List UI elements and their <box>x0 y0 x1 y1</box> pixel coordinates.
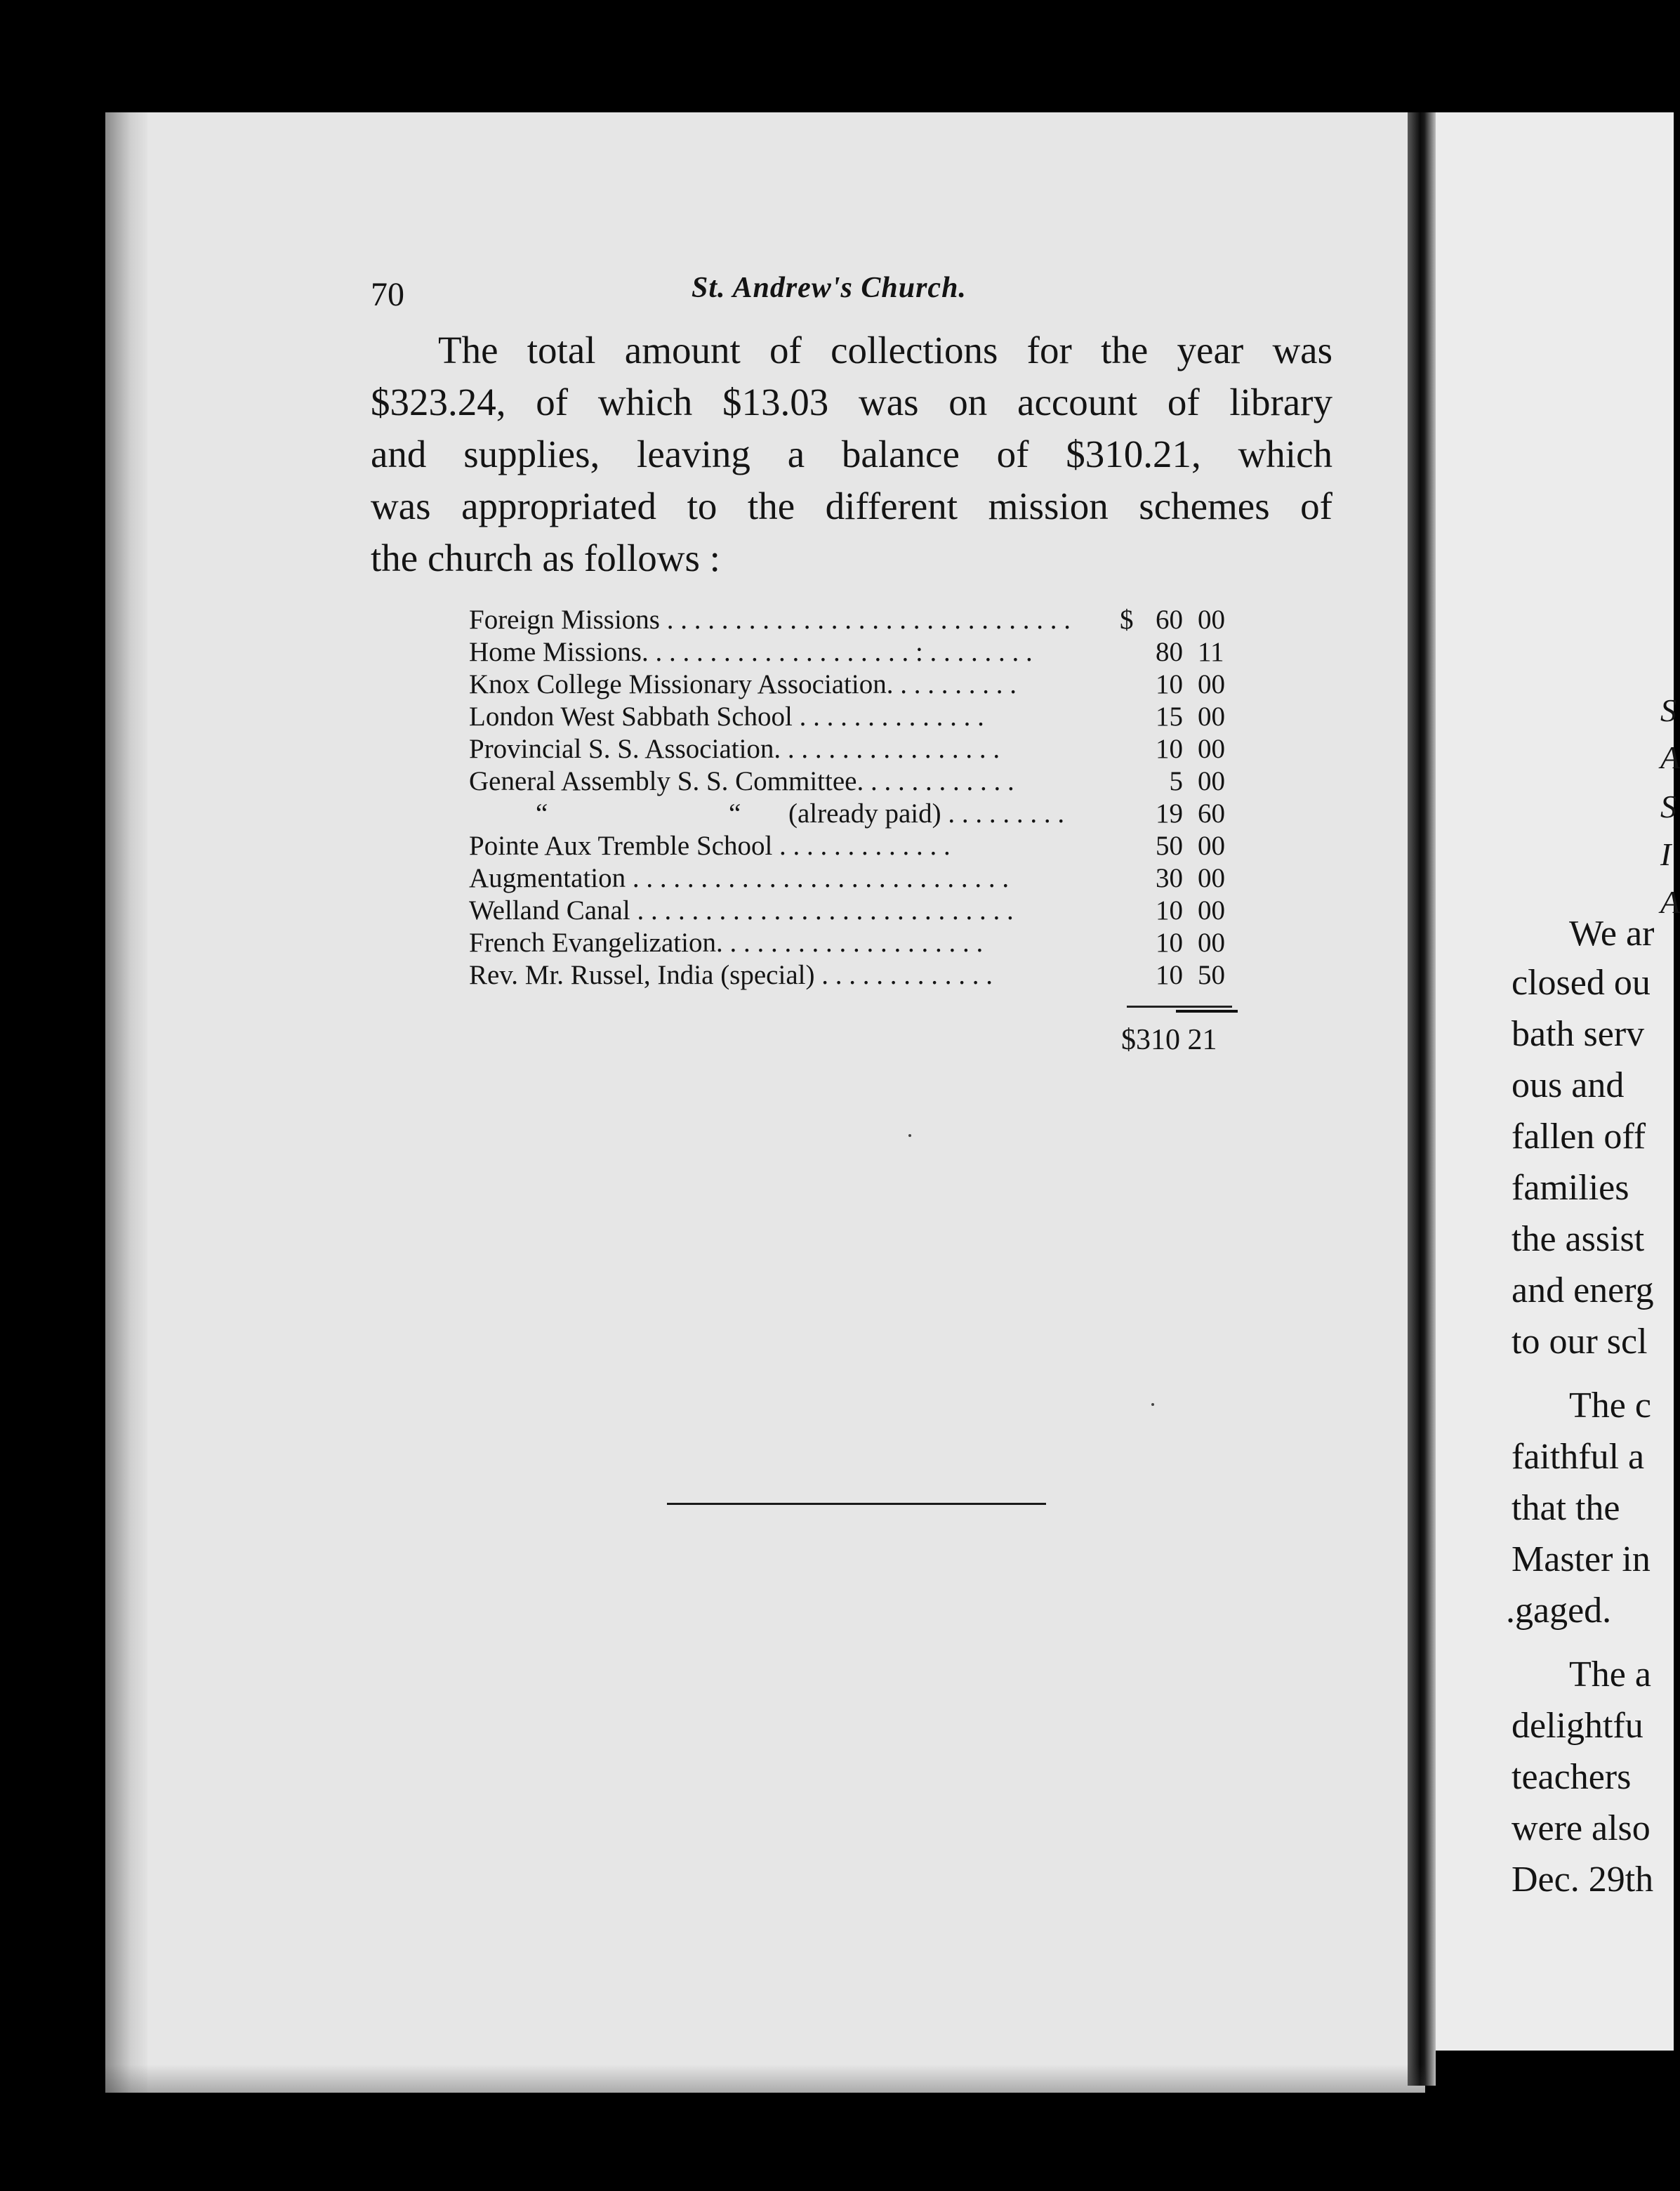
right-text-line: ous and <box>1512 1065 1625 1105</box>
ledger-dollars: 10 <box>1156 960 1183 990</box>
page-bottom-shadow <box>105 2065 1425 2093</box>
ledger-row <box>469 959 1241 992</box>
paragraph-line: and supplies, leaving a balance of $310.21, which <box>371 433 1332 475</box>
right-text-line: Dec. 29th <box>1512 1860 1654 1900</box>
ledger-total: $310 21 <box>1121 1024 1217 1056</box>
right-text-line: The a <box>1569 1654 1651 1695</box>
page-number: 70 <box>371 276 404 313</box>
right-text-line: closed ou <box>1512 963 1651 1003</box>
ledger-cents: 50 <box>1198 960 1225 990</box>
ledger-label: French Evangelization. . . . . . . . . . . . . . . . . . . . <box>469 928 984 958</box>
ledger-label: Welland Canal . . . . . . . . . . . . . . . . . . . . . . . . . . . . <box>469 895 1014 926</box>
ledger-cents: 00 <box>1198 928 1225 958</box>
right-text-line: fallen off <box>1512 1117 1646 1157</box>
ledger-cents: 11 <box>1198 637 1224 667</box>
right-text-line: The c <box>1569 1386 1651 1426</box>
right-text-line: We ar <box>1569 914 1655 954</box>
right-text-line: families <box>1512 1168 1629 1208</box>
ledger-row <box>469 701 1241 733</box>
section-divider <box>667 1503 1046 1505</box>
ledger-row <box>469 604 1241 636</box>
paragraph-line: the church as follows : <box>371 537 720 579</box>
running-head: St. Andrew's Church. <box>692 272 967 304</box>
ledger-dollars: 10 <box>1156 928 1183 958</box>
right-text-line: were also <box>1512 1808 1651 1848</box>
right-text-line: faithful a <box>1512 1437 1645 1477</box>
right-text-line: the assist <box>1512 1219 1645 1259</box>
ledger-label: London West Sabbath School . . . . . . . . . . . . . . <box>469 702 984 732</box>
collections-paragraph <box>371 324 1332 584</box>
ledger-dollars: 10 <box>1156 669 1183 699</box>
print-speck <box>1151 1403 1154 1406</box>
ledger-row <box>469 636 1241 669</box>
ledger-cents: 00 <box>1198 669 1225 699</box>
ledger-cents: 00 <box>1198 605 1225 635</box>
ditto-mark: “ <box>536 798 548 829</box>
ledger-cents: 00 <box>1198 702 1225 732</box>
ledger-cents: 60 <box>1198 798 1225 829</box>
right-text-line: delightfu <box>1512 1706 1643 1746</box>
ledger-dollars: 80 <box>1156 637 1183 667</box>
right-italic-fragment: S <box>1660 692 1676 728</box>
ledger-row <box>469 862 1241 895</box>
ledger-cents: 00 <box>1198 831 1225 861</box>
right-text-line: and energ <box>1512 1270 1654 1310</box>
ledger-dollars: 5 <box>1169 766 1183 796</box>
ledger-dollars: 60 <box>1156 605 1183 635</box>
ledger-label: Foreign Missions . . . . . . . . . . . . . . . . . . . . . . . . . . . . . . <box>469 605 1071 635</box>
ledger-label: Provincial S. S. Association. . . . . . . . . . . . . . . . . <box>469 734 1000 764</box>
ledger-dollars: 50 <box>1156 831 1183 861</box>
paragraph-line: The total amount of collections for the year was <box>438 329 1332 371</box>
ledger-row <box>469 895 1241 927</box>
ledger-label: Augmentation . . . . . . . . . . . . . . . . . . . . . . . . . . . . <box>469 863 1010 893</box>
ledger-dollars: 10 <box>1156 734 1183 764</box>
ledger-label: Knox College Missionary Association. . . . . . . . . . <box>469 669 1017 699</box>
print-speck <box>908 1134 911 1137</box>
right-italic-fragment: A <box>1660 739 1680 775</box>
paragraph-line: was appropriated to the different mission schemes of <box>371 485 1332 527</box>
right-italic-fragment: S <box>1660 789 1676 824</box>
ledger-row <box>469 830 1241 862</box>
ledger-label: Home Missions. . . . . . . . . . . . . . . . . . . . : . . . . . . . . <box>469 637 1033 667</box>
right-italic-fragment: I <box>1660 836 1672 872</box>
left-page-edge <box>105 112 147 2093</box>
ledger-label: Rev. Mr. Russel, India (special) . . . . . . . . . . . . . <box>469 960 993 990</box>
ledger-label: General Assembly S. S. Committee. . . . . . . . . . . . <box>469 766 1014 796</box>
ledger-row <box>469 733 1241 765</box>
right-text-line: bath serv <box>1512 1014 1645 1054</box>
ledger-cents: 00 <box>1198 863 1225 893</box>
ledger-cents: 00 <box>1198 734 1225 764</box>
ledger-dollars: 10 <box>1156 895 1183 926</box>
ledger-cents: 00 <box>1198 766 1225 796</box>
ledger-row <box>469 765 1241 798</box>
sum-rule <box>1127 1006 1232 1008</box>
paragraph-line: $323.24, of which $13.03 was on account of library <box>371 381 1332 423</box>
right-text-line: teachers <box>1512 1757 1632 1797</box>
ledger-row <box>469 798 1241 830</box>
ledger-label: (already paid) . . . . . . . . . <box>788 798 1065 829</box>
ledger-row <box>469 669 1241 701</box>
book-gutter <box>1408 112 1436 2086</box>
ledger-label: Pointe Aux Tremble School . . . . . . . . . . . . . <box>469 831 951 861</box>
ledger-row <box>469 927 1241 959</box>
right-text-line: that the <box>1512 1488 1620 1528</box>
right-text-line: .gaged. <box>1506 1591 1612 1631</box>
right-text-line: Master in <box>1512 1539 1651 1579</box>
right-page-text <box>1436 112 1680 2051</box>
ledger-dollars: 19 <box>1156 798 1183 829</box>
ledger-dollar-sign: $ <box>1120 605 1134 635</box>
sum-rule-heavy <box>1176 1010 1238 1013</box>
ledger-dollars: 15 <box>1156 702 1183 732</box>
right-text-line: to our scl <box>1512 1322 1648 1362</box>
ledger-dollars: 30 <box>1156 863 1183 893</box>
ditto-mark: “ <box>729 798 741 829</box>
mission-ledger <box>469 604 1241 992</box>
ledger-cents: 00 <box>1198 895 1225 926</box>
right-italic-fragment: A <box>1660 884 1680 920</box>
